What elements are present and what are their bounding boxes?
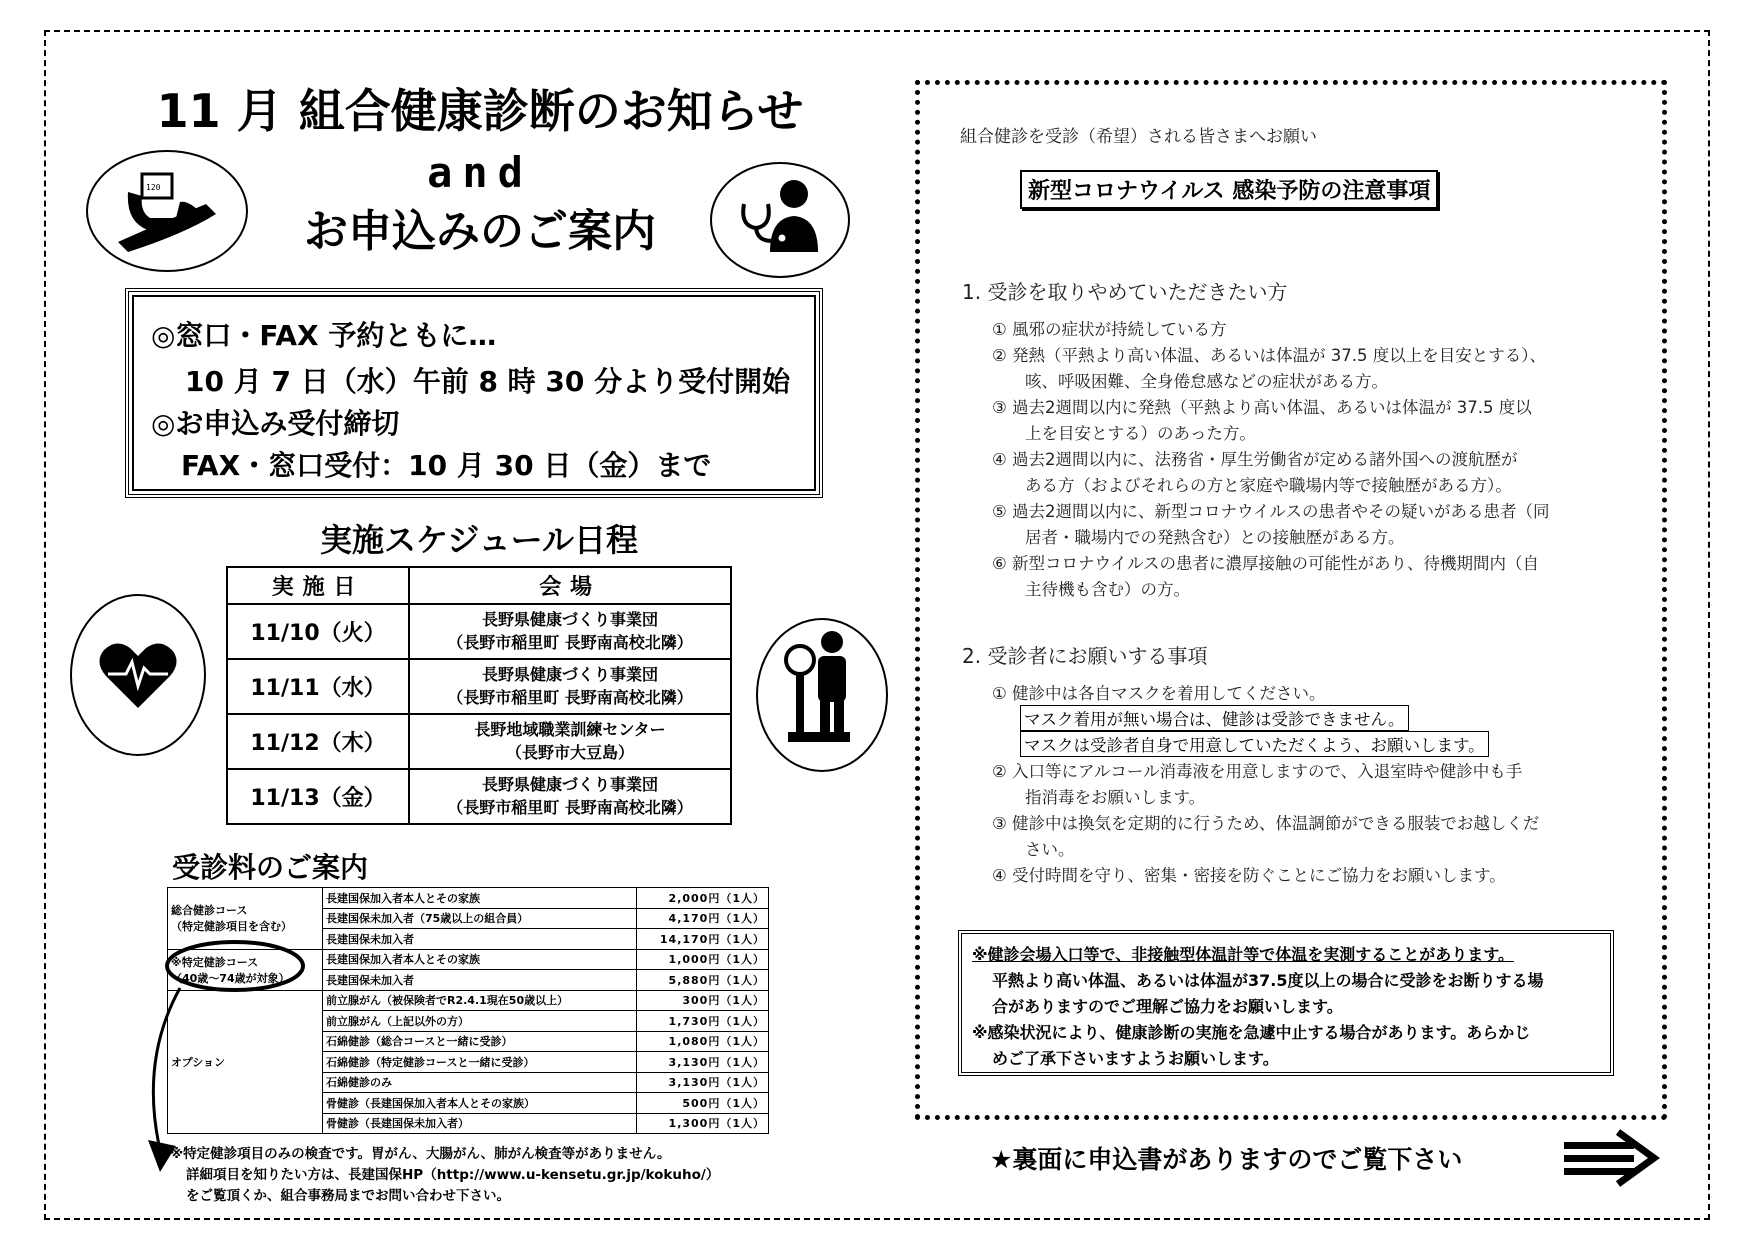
scale-icon-frame (756, 618, 888, 772)
s1-line: ⑥ 新型コロナウイルスの患者に濃厚接触の可能性があり、待機期間内（自 (992, 554, 1540, 573)
s1-line: 咳、呼吸困難、全身倦怠感などの症状がある方。 (1025, 372, 1388, 391)
schedule-date: 11/13（金） (227, 769, 409, 824)
s2-mask-self-supply: マスクは受診者自身で用意していただくよう、お願いします。 (1020, 731, 1489, 757)
course-name: オプション (168, 990, 323, 1134)
fee-label: 長建国保未加入者 (323, 929, 637, 950)
caution-line: めご了承下さいますようお願いします。 (992, 1049, 1279, 1068)
notice-line-3: ◎お申込み受付締切 (151, 407, 400, 440)
fee-price: 1,730円（1人） (637, 1011, 769, 1032)
fee-label: 長建国保加入者本人とその家族 (323, 949, 637, 970)
reservation-notice-box (125, 288, 823, 498)
schedule-col-date: 実施日 (227, 567, 409, 604)
s1-line: ② 発熱（平熱より高い体温、あるいは体温が 37.5 度以上を目安とする）、 (992, 346, 1547, 365)
fee-price: 1,080円（1人） (637, 1031, 769, 1052)
s1-line: 居者・職場内での発熱含む）との接触歴がある方。 (1025, 528, 1405, 547)
page-title: 11 月 組合健康診断のお知らせ (156, 84, 804, 138)
s1-line: 主待機も含む）の方。 (1025, 580, 1190, 599)
doctor-icon-frame (710, 162, 850, 278)
schedule-venue: 長野県健康づくり事業団 （長野市稲里町 長野南高校北隣） (409, 769, 731, 824)
schedule-venue: 長野県健康づくり事業団 （長野市稲里町 長野南高校北隣） (409, 659, 731, 714)
s1-line: 上を目安とする）のあった方。 (1025, 424, 1256, 443)
covid-intro: 組合健診を受診（希望）される皆さまへお願い (960, 127, 1317, 147)
blood-pressure-icon-frame (86, 150, 248, 272)
s1-line: ① 風邪の症状が持続している方 (992, 320, 1227, 339)
fee-price: 3,130円（1人） (637, 1072, 769, 1093)
course-name: 総合健診コース （特定健診項目を含む） (168, 888, 323, 950)
fee-price: 500円（1人） (637, 1093, 769, 1114)
schedule-venue: 長野県健康づくり事業団 （長野市稲里町 長野南高校北隣） (409, 604, 731, 659)
schedule-date: 11/12（木） (227, 714, 409, 769)
table-row (227, 659, 731, 714)
s2-line: さい。 (1025, 840, 1075, 859)
schedule-venue: 長野地域職業訓練センター （長野市大豆島） (409, 714, 731, 769)
fee-price: 14,170円（1人） (637, 929, 769, 950)
schedule-date: 11/11（水） (227, 659, 409, 714)
s1-line: ⑤ 過去2週間以内に、新型コロナウイルスの患者やその疑いがある患者（同 (992, 502, 1550, 521)
table-row (168, 888, 769, 909)
fee-price: 300円（1人） (637, 990, 769, 1011)
table-row (227, 604, 731, 659)
fee-price: 4,170円（1人） (637, 908, 769, 929)
double-arrow-icon (1564, 1128, 1664, 1188)
fee-price: 3,130円（1人） (637, 1052, 769, 1073)
fee-label: 骨健診（長建国保加入者本人とその家族） (323, 1093, 637, 1114)
fee-note-1: ※特定健診項目のみの検査です。胃がん、大腸がん、肺がん検査等がありません。 (170, 1146, 671, 1162)
schedule-col-venue: 会場 (409, 567, 731, 604)
blood-pressure-icon (88, 152, 246, 270)
fee-price: 1,300円（1人） (637, 1113, 769, 1134)
table-row (227, 769, 731, 824)
notice-line-2: 10 月 7 日（水）午前 8 時 30 分より受付開始 (185, 365, 791, 398)
schedule-table (226, 566, 732, 825)
caution-line: ※健診会場入口等で、非接触型体温計等で体温を実測することがあります。 (972, 945, 1514, 964)
table-row (227, 714, 731, 769)
page-title-and: and (427, 148, 533, 197)
scale-icon (758, 620, 886, 770)
schedule-heading: 実施スケジュール日程 (319, 521, 639, 559)
notice-line-1: ◎窓口・FAX 予約ともに… (151, 319, 497, 352)
fee-price: 2,000円（1人） (637, 888, 769, 909)
fee-label: 前立腺がん（被保険者でR2.4.1現在50歳以上） (323, 990, 637, 1011)
fees-heading: 受診料のご案内 (172, 851, 369, 884)
heartbeat-icon (72, 596, 204, 754)
svg-text:120: 120 (146, 183, 161, 192)
schedule-date: 11/10（火） (227, 604, 409, 659)
heart-icon-frame (70, 594, 206, 756)
fee-label: 長建国保未加入者 (323, 970, 637, 991)
fee-label: 長建国保加入者本人とその家族 (323, 888, 637, 909)
doctor-stethoscope-icon (712, 164, 848, 276)
s2-line: ④ 受付時間を守り、密集・密接を防ぐことにご協力をお願いします。 (992, 866, 1506, 885)
caution-line: 合がありますのでご理解ご協力をお願いします。 (992, 997, 1343, 1016)
s1-line: ③ 過去2週間以内に発熱（平熱より高い体温、あるいは体温が 37.5 度以 (992, 398, 1532, 417)
fee-label: 長建国保未加入者（75歳以上の組合員） (323, 908, 637, 929)
s2-line: ③ 健診中は換気を定期的に行うため、体温調節ができる服装でお越しくだ (992, 814, 1540, 833)
covid-title: 新型コロナウイルス 感染予防の注意事項 (1020, 170, 1438, 209)
s1-line: ある方（およびそれらの方と家庭や職場内等で接触歴がある方）。 (1025, 476, 1512, 495)
s2-line: ① 健診中は各自マスクを着用してください。 (992, 684, 1326, 703)
fee-note-2: 詳細項目を知りたい方は、長建国保HP（http://www.u-kensetu.gr.jp/kokuho/） (186, 1167, 720, 1183)
fee-label: 前立腺がん（上記以外の方） (323, 1011, 637, 1032)
fee-price: 1,000円（1人） (637, 949, 769, 970)
fee-label: 石綿健診（特定健診コースと一緒に受診） (323, 1052, 637, 1073)
caution-line: ※感染状況により、健康診断の実施を急遽中止する場合があります。あらかじ (972, 1023, 1531, 1042)
s2-line: ② 入口等にアルコール消毒液を用意しますので、入退室時や健診中も手 (992, 762, 1523, 781)
notice-line-4: FAX・窓口受付：10 月 30 日（金）まで (181, 449, 712, 482)
s2-line: 指消毒をお願いします。 (1025, 788, 1206, 807)
s1-line: ④ 過去2週間以内に、法務省・厚生労働省が定める諸外国への渡航歴が (992, 450, 1518, 469)
fee-label: 石綿健診のみ (323, 1072, 637, 1093)
caution-line: 平熱より高い体温、あるいは体温が37.5度以上の場合に受診をお断りする場 (992, 971, 1544, 990)
fee-label: 骨健診（長建国保未加入者） (323, 1113, 637, 1134)
page-subtitle: お申込みのご案内 (304, 206, 656, 257)
footer-text: ★裏面に申込書がありますのでご覧下さい (990, 1145, 1463, 1174)
fee-price: 5,880円（1人） (637, 970, 769, 991)
fee-note-3: をご覧頂くか、組合事務局までお問い合わせ下さい。 (186, 1188, 510, 1204)
s2-mask-required: マスク着用が無い場合は、健診は受診できません。 (1020, 705, 1409, 731)
course-name: ※特定健診コース （40歳～74歳が対象） (168, 949, 323, 990)
section-2-heading: 2. 受診者にお願いする事項 (962, 644, 1208, 668)
section-1-heading: 1. 受診を取りやめていただきたい方 (962, 280, 1288, 304)
fee-label: 石綿健診（総合コースと一緒に受診） (323, 1031, 637, 1052)
